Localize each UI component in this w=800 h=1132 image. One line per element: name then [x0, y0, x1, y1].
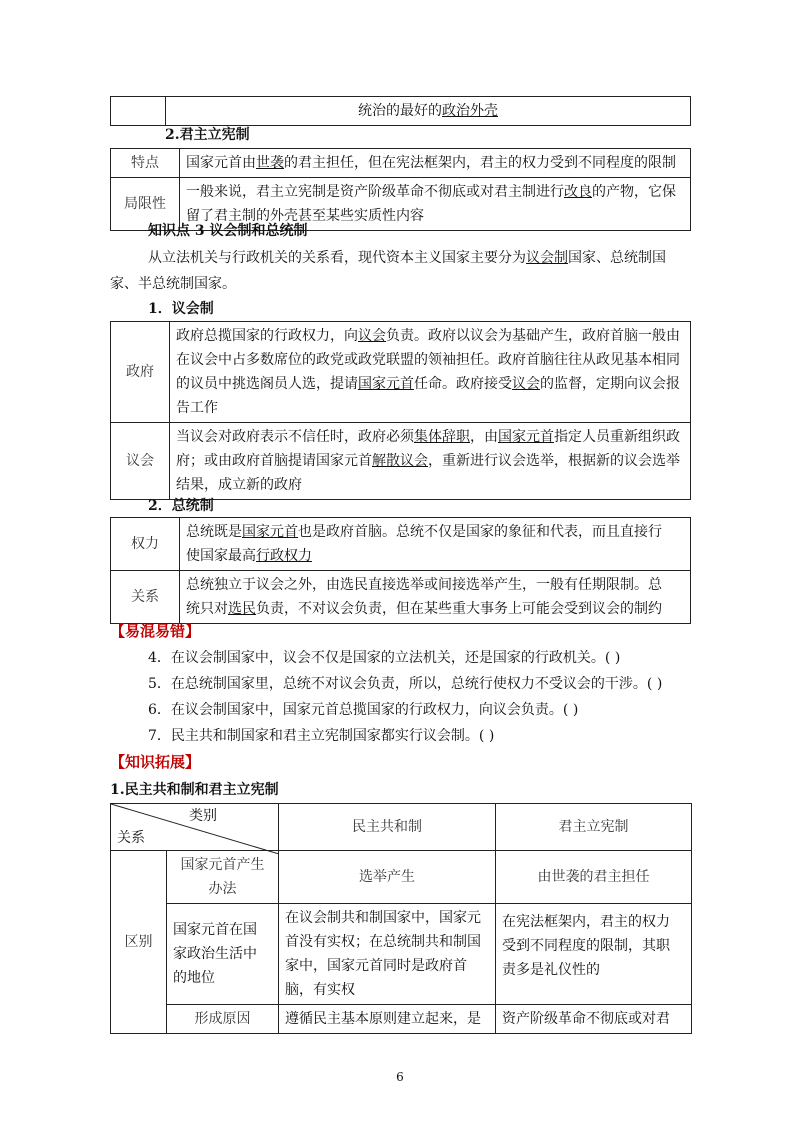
col-header-monarchy: 君主立宪制 [496, 804, 692, 851]
confusion-item-7: 7．民主共和制国家和君主立宪制国家都实行议会制。( ) [148, 728, 495, 744]
monarchy-label-limitation: 局限性 [111, 178, 180, 231]
knowledge3-heading: 知识点 3 议会制和总统制 [148, 223, 308, 239]
col-header-republic: 民主共和制 [279, 804, 496, 851]
row-label-cause: 形成原因 [167, 1005, 279, 1034]
presidential-table [110, 517, 691, 624]
presidential-relation-text: 总统独立于议会之外，由选民直接选举或间接选举产生，一般有任期限制。总 统只对选民负责，不对议会负责，但在某些重大事务上可能会受到议会的制约 [180, 571, 691, 624]
parliament-government-text: 政府总揽国家的行政权力，向议会负责。政府以议会为基础产生，政府首脑一般由 在议会中占多数席位的政党或政党联盟的领袖担任。政府首脑往往从政见基本相同 的议员中挑选阁员人选，提请国家元首任命。政府接受议会的监督，定期向议会报 告工作 [170, 322, 691, 423]
top-table-text: 统治的最好的政治外壳 [166, 97, 691, 126]
confusion-item-6: 6．在议会制国家中，国家元首总揽国家的行政权力，向议会负责。( ) [148, 702, 579, 718]
corner-category: 类别 [189, 808, 217, 824]
expand-subheading: 1.民主共和制和君主立宪制 [110, 782, 279, 798]
confusion-item-4: 4．在议会制国家中，议会不仅是国家的立法机关，还是国家的行政机关。( ) [148, 650, 621, 666]
page-number: 6 [396, 1070, 404, 1084]
knowledge3-intro-line2: 家、半总统制国家。 [110, 276, 236, 292]
cell-republic-status: 在议会制共和制国家中，国家元 首没有实权；在总统制共和制国 家中，国家元首同时是政府首 脑，有实权 [279, 904, 496, 1005]
confusion-heading: 【易混易错】 [110, 622, 201, 640]
table-corner-header [111, 804, 279, 851]
cell-republic-method: 选举产生 [279, 851, 496, 904]
monarchy-limitation-text: 一般来说，君主立宪制是资产阶级革命不彻底或对君主制进行改良的产物，它保 留了君主制的外壳甚至某些实质性内容 [180, 178, 691, 231]
row-label-head-of-state-status: 国家元首在国 家政治生活中 的地位 [167, 904, 279, 1005]
parliament-label-government: 政府 [111, 322, 170, 423]
confusion-item-5: 5．在总统制国家里，总统不对议会负责，所以，总统行使权力不受议会的干涉。( ) [148, 676, 663, 692]
parliament-label-parliament: 议会 [111, 423, 170, 500]
cell-monarchy-status: 在宪法框架内，君主的权力 受到不同程度的限制，其职 责多是礼仪性的 [496, 904, 692, 1005]
monarchy-feature-text: 国家元首由世袭的君主担任，但在宪法框架内，君主的权力受到不同程度的限制 [180, 149, 691, 178]
cell-monarchy-method: 由世袭的君主担任 [496, 851, 692, 904]
expand-heading: 【知识拓展】 [110, 753, 201, 771]
row-label-head-of-state-method: 国家元首产生 办法 [167, 851, 279, 904]
top-table [110, 96, 691, 126]
group-label-difference: 区别 [111, 851, 167, 1034]
presidential-label-relation: 关系 [111, 571, 180, 624]
top-table-empty-cell [111, 97, 166, 126]
corner-relation: 关系 [117, 830, 145, 846]
monarchy-heading: 2.君主立宪制 [165, 127, 250, 143]
knowledge3-intro-line1: 从立法机关与行政机关的关系看，现代资本主义国家主要分为议会制国家、总统制国 [148, 250, 666, 266]
parliament-heading: 1．议会制 [148, 301, 214, 317]
monarchy-label-feature: 特点 [111, 149, 180, 178]
presidential-heading: 2．总统制 [148, 498, 214, 514]
cell-monarchy-cause: 资产阶级革命不彻底或对君 [496, 1005, 692, 1034]
parliament-table [110, 321, 691, 500]
cell-republic-cause: 遵循民主基本原则建立起来，是 [279, 1005, 496, 1034]
comparison-table [110, 803, 692, 1034]
presidential-power-text: 总统既是国家元首也是政府首脑。总统不仅是国家的象征和代表，而且直接行 使国家最高行政权力 [180, 518, 691, 571]
presidential-label-power: 权力 [111, 518, 180, 571]
parliament-parliament-text: 当议会对政府表示不信任时，政府必须集体辞职，由国家元首指定人员重新组织政 府；或由政府首脑提请国家元首解散议会，重新进行议会选举，根据新的议会选举 结果，成立新的政府 [170, 423, 691, 500]
